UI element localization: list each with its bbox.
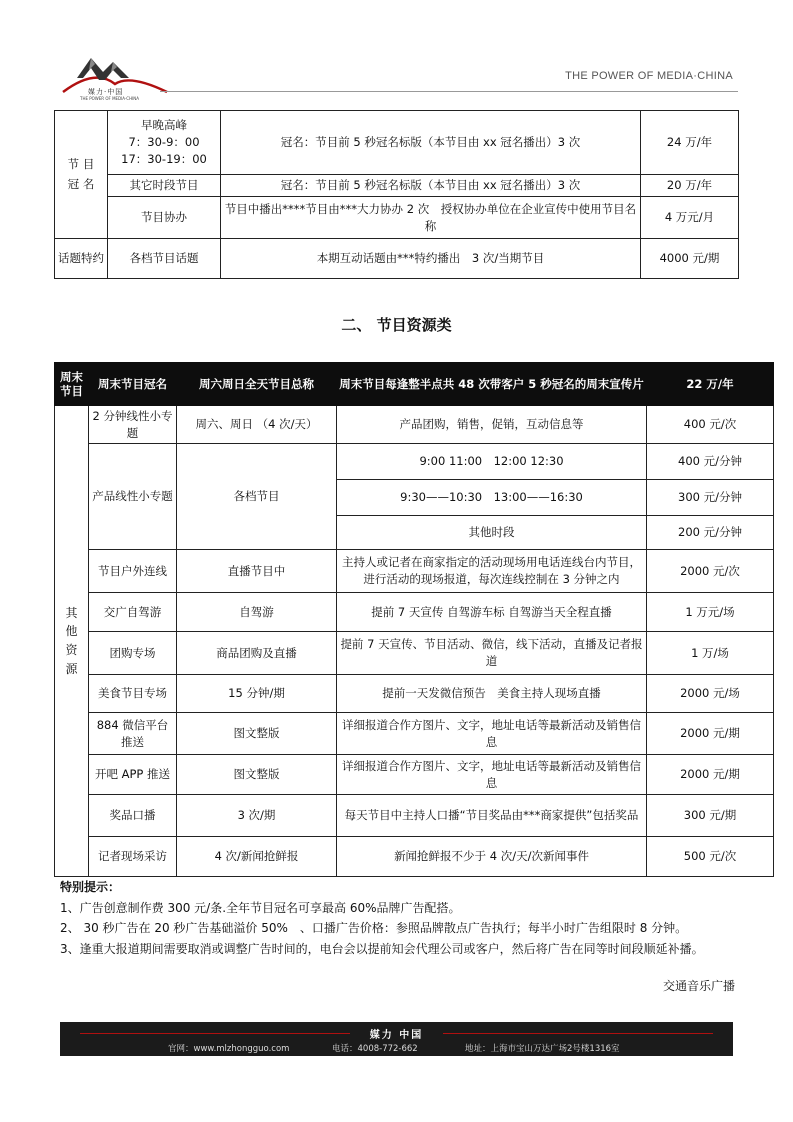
footer-website-link[interactable]: 官网：www.mlzhongguo.com: [168, 1044, 290, 1054]
header-divider: [160, 91, 738, 92]
price-cell: 300 元/期: [647, 795, 774, 837]
price-cell: 2000 元/场: [647, 675, 774, 713]
name-cell: 交广自驾游: [89, 593, 177, 632]
table-row: [55, 406, 774, 444]
slot-cell: 其它时段节目: [108, 175, 221, 197]
page-header: [0, 0, 793, 110]
table-row: [55, 713, 774, 755]
desc-cell: 详细报道合作方图片、文字，地址电话等最新活动及销售信息: [337, 755, 647, 795]
price-cell: 1 万元/场: [647, 593, 774, 632]
header-cell: 周末节目冠名: [89, 363, 177, 406]
price-cell: 2000 元/次: [647, 550, 774, 593]
header-cell: 22 万/年: [647, 363, 774, 406]
group-cell: 其 他 资 源: [55, 406, 89, 877]
table-row: [55, 675, 774, 713]
price-cell: 2000 元/期: [647, 713, 774, 755]
logo-text: 媒力·中国: [88, 88, 124, 96]
desc-cell: 产品团购，销售，促销，互动信息等: [337, 406, 647, 444]
desc-cell: 详细报道合作方图片、文字，地址电话等最新活动及销售信息: [337, 713, 647, 755]
time-cell: 图文整版: [177, 755, 337, 795]
price-cell: 200 元/分钟: [647, 516, 774, 550]
desc-cell: 提前一天发微信预告 美食主持人现场直播: [337, 675, 647, 713]
price-cell: 400 元/分钟: [647, 444, 774, 480]
page-footer: [60, 1022, 733, 1056]
price-cell: 4 万元/月: [641, 197, 739, 239]
time-cell: 图文整版: [177, 713, 337, 755]
name-cell: 团购专场: [89, 632, 177, 675]
name-cell: 884 微信平台推送: [89, 713, 177, 755]
note-item: 3、逢重大报道期间需要取消或调整广告时间的，电台会以提前知会代理公司或客户，然后将广告在同等时间段顺延补播。: [60, 941, 704, 956]
desc-cell: 节目中播出****节目由***大力协办 2 次 授权协办单位在企业宣传中使用节目名称: [221, 197, 641, 239]
desc-cell: 主持人或记者在商家指定的活动现场用电话连线台内节目，进行活动的现场报道，每次连线控制在 3 分钟之内: [337, 550, 647, 593]
slot-cell: 节目协办: [108, 197, 221, 239]
time-cell: 商品团购及直播: [177, 632, 337, 675]
table-row: [55, 632, 774, 675]
group-cell: 话题特约: [55, 239, 108, 279]
logo-subtitle: THE POWER OF MEDIA·CHINA: [80, 96, 140, 101]
desc-cell: 提前 7 天宣传 自驾游车标 自驾游当天全程直播: [337, 593, 647, 632]
desc-cell: 冠名：节目前 5 秒冠名标版（本节目由 xx 冠名播出）3 次: [221, 175, 641, 197]
name-cell: 2 分钟线性小专题: [89, 406, 177, 444]
note-item: 2、 30 秒广告在 20 秒广告基础溢价 50% 、口播广告价格：参照品牌散点广告执行；每半小时广告组限时 8 分钟。: [60, 921, 688, 935]
header-cell: 周六周日全天节目总称: [177, 363, 337, 406]
header-cell: 周末节目每逢整半点共 48 次带客户 5 秒冠名的周末宣传片: [337, 363, 647, 406]
price-cell: 24 万/年: [641, 111, 739, 175]
notes-title: 特别提示：: [60, 880, 121, 894]
note-item: 1、广告创意制作费 300 元/条.全年节目冠名可享最高 60%品牌广告配搭。: [60, 900, 461, 915]
time-cell: 3 次/期: [177, 795, 337, 837]
sponsorship-table: [54, 110, 739, 279]
desc-cell: 本期互动话题由***特约播出 3 次/当期节目: [221, 239, 641, 279]
footer-address: 地址：上海市宝山万达广场2号楼1316室: [465, 1044, 620, 1054]
signature: 交通音乐广播: [662, 979, 735, 993]
desc-cell: 9:30——10:30 13:00——16:30: [337, 480, 647, 516]
price-cell: 1 万/场: [647, 632, 774, 675]
time-cell: 直播节目中: [177, 550, 337, 593]
table-header-row: [55, 363, 774, 406]
slot-cell: 早晚高峰 7：30-9：00 17：30-19：00: [108, 111, 221, 175]
name-cell: 开吧 APP 推送: [89, 755, 177, 795]
table-row: [55, 755, 774, 795]
table-row: [55, 197, 739, 239]
price-cell: 400 元/次: [647, 406, 774, 444]
slot-cell: 各档节目话题: [108, 239, 221, 279]
table-row: [55, 795, 774, 837]
time-cell: 各档节目: [177, 444, 337, 550]
header-cell: 周末 节目: [55, 363, 89, 406]
table-row: [55, 837, 774, 877]
name-cell: 产品线性小专题: [89, 444, 177, 550]
header-tagline: THE POWER OF MEDIA·CHINA: [565, 70, 733, 82]
table-row: [55, 111, 739, 175]
table-row: [55, 550, 774, 593]
table-row: [55, 593, 774, 632]
name-cell: 奖品口播: [89, 795, 177, 837]
group-cell: 节 目 冠 名: [55, 111, 108, 239]
name-cell: 记者现场采访: [89, 837, 177, 877]
price-cell: 2000 元/期: [647, 755, 774, 795]
resources-table: [54, 362, 774, 877]
table-row: [55, 239, 739, 279]
price-cell: 500 元/次: [647, 837, 774, 877]
special-notes: [60, 877, 740, 959]
footer-phone: 电话：4008-772-662: [332, 1044, 418, 1054]
desc-cell: 新闻抢鲜报不少于 4 次/天/次新闻事件: [337, 837, 647, 877]
price-cell: 4000 元/期: [641, 239, 739, 279]
table-row: [55, 175, 739, 197]
footer-title: 媒力 中国: [369, 1030, 424, 1041]
desc-cell: 冠名：节目前 5 秒冠名标版（本节目由 xx 冠名播出）3 次: [221, 111, 641, 175]
table-row: [55, 444, 774, 480]
desc-cell: 每天节目中主持人口播“节目奖品由***商家提供”包括奖品: [337, 795, 647, 837]
desc-cell: 其他时段: [337, 516, 647, 550]
time-cell: 4 次/新闻抢鲜报: [177, 837, 337, 877]
time-cell: 周六、周日 （4 次/天）: [177, 406, 337, 444]
time-cell: 自驾游: [177, 593, 337, 632]
desc-cell: 9:00 11:00 12:00 12:30: [337, 444, 647, 480]
time-cell: 15 分钟/期: [177, 675, 337, 713]
desc-cell: 提前 7 天宣传、节目活动、微信，线下活动，直播及记者报道: [337, 632, 647, 675]
section-title: 二、 节目资源类: [341, 316, 452, 334]
name-cell: 美食节目专场: [89, 675, 177, 713]
price-cell: 20 万/年: [641, 175, 739, 197]
name-cell: 节目户外连线: [89, 550, 177, 593]
price-cell: 300 元/分钟: [647, 480, 774, 516]
